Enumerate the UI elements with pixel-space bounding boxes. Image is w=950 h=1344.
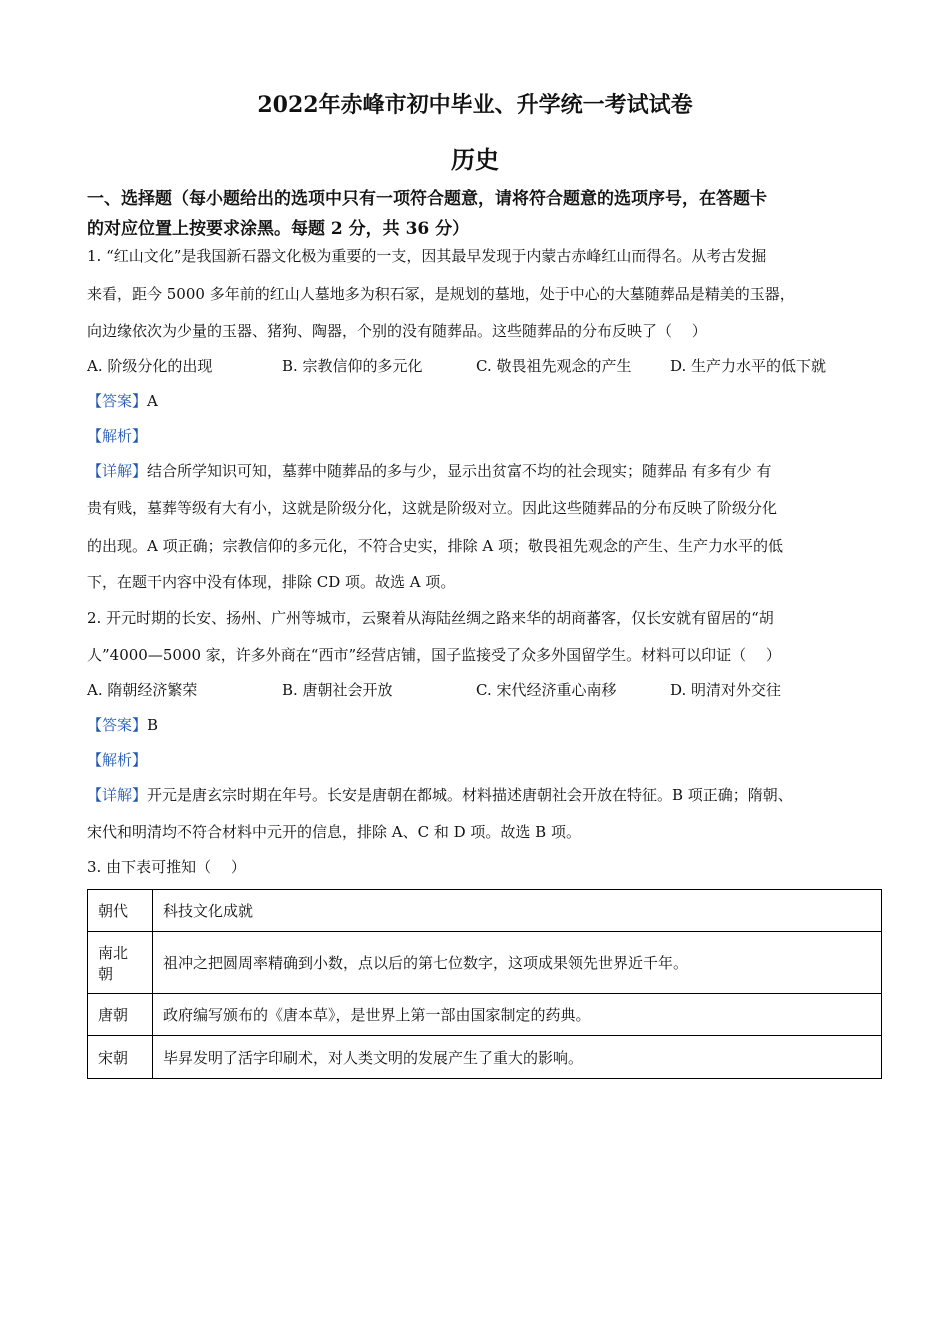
q2-detail-line-2: 宋代和明清均不符合材料中元开的信息，排除 A、C 和 D 项。故选 B 项。 [87, 823, 581, 841]
q1-detail-line-4: 下，在题干内容中没有体现，排除 CD 项。故选 A 项。 [87, 573, 456, 591]
table-cell-dynasty: 唐朝 [88, 994, 153, 1036]
q1-detail-line-1 [87, 461, 867, 481]
q2-stem-line-2: 人”4000—5000 家，许多外商在“西市”经营店铺，国子监接受了众多外国留学生。材料可以印证（ ） [87, 646, 781, 664]
section-heading-line-1: 一、选择题（每小题给出的选项中只有一项符合题意，请将符合题意的选项序号，在答题卡 [87, 189, 767, 209]
analysis-tag: 【解析】 [87, 751, 148, 769]
subject-title: 历史 [451, 145, 499, 174]
q1-answer [87, 391, 867, 411]
q2-option-d: D. 明清对外交往 [670, 681, 782, 699]
q2-analysis [87, 750, 867, 770]
detail-tag: 【详解】 [87, 462, 148, 480]
section-heading [87, 184, 867, 244]
q1-detail-line-2: 贵有贱，墓葬等级有大有小，这就是阶级分化，这就是阶级对立。因此这些随葬品的分布反映了阶级分化 [87, 499, 778, 517]
answer-value: B [147, 716, 159, 734]
q2-stem-line-1: 2. 开元时期的长安、扬州、广州等城市，云聚着从海陆丝绸之路来华的胡商蕃客，仅长安就有留居的“胡 [87, 609, 774, 627]
answer-value: A [147, 392, 158, 410]
q2-option-a: A. 隋朝经济繁荣 [87, 681, 198, 699]
q1-stem-line-1: 1. “红山文化”是我国新石器文化极为重要的一支，因其最早发现于内蒙古赤峰红山而得名。从考古发掘 [87, 247, 767, 265]
q1-option-c: C. 敬畏祖先观念的产生 [476, 357, 632, 375]
q2-answer [87, 715, 867, 735]
q1-stem-line-3: 向边缘依次为少量的玉器、猪狗、陶器，个别的没有随葬品。这些随葬品的分布反映了（ ） [87, 322, 707, 340]
table-row [88, 932, 882, 994]
table-cell-dynasty: 宋朝 [88, 1036, 153, 1079]
section-heading-line-2: 的对应位置上按要求涂黑。每题 2 分，共 36 分） [87, 219, 470, 239]
detail-tag: 【详解】 [87, 786, 148, 804]
table-header-row [88, 890, 882, 932]
table-cell-achievement: 祖冲之把圆周率精确到小数，点以后的第七位数字，这项成果领先世界近千年。 [153, 932, 882, 994]
q1-option-d: D. 生产力水平的低下就 [670, 357, 827, 375]
table-cell-dynasty: 南北朝 [88, 932, 153, 994]
table-row [88, 1036, 882, 1079]
detail-text: 结合所学知识可知，墓葬中随葬品的多与少，显示出贫富不均的社会现实；随葬品 有多有少 有 [147, 462, 772, 480]
q1-stem-line-2: 来看，距今 5000 多年前的红山人墓地多为积石冢，是规划的墓地，处于中心的大墓随葬品是精美的玉器， [87, 285, 795, 303]
q2-option-c: C. 宋代经济重心南移 [476, 681, 617, 699]
analysis-tag: 【解析】 [87, 427, 148, 445]
q3-table [87, 889, 882, 1079]
table-row [88, 994, 882, 1036]
q1-detail-line-3: 的出现。A 项正确；宗教信仰的多元化，不符合史实，排除 A 项；敬畏祖先观念的产生、生产力水平的低 [87, 537, 783, 555]
table-cell-achievement: 政府编写颁布的《唐本草》，是世界上第一部由国家制定的药典。 [153, 994, 882, 1036]
q2-detail-line-1 [87, 785, 867, 805]
exam-title: 2022年赤峰市初中毕业、升学统一考试试卷 [257, 92, 693, 118]
q2-option-b: B. 唐朝社会开放 [282, 681, 393, 699]
q1-analysis [87, 426, 867, 446]
q1-option-a: A. 阶级分化的出现 [87, 357, 213, 375]
q1-option-b: B. 宗教信仰的多元化 [282, 357, 423, 375]
answer-tag: 【答案】 [87, 392, 148, 410]
q3-stem: 3. 由下表可推知（ ） [87, 858, 246, 876]
table-header-cell: 朝代 [88, 890, 153, 932]
table-cell-achievement: 毕昇发明了活字印刷术，对人类文明的发展产生了重大的影响。 [153, 1036, 882, 1079]
table-header-cell: 科技文化成就 [153, 890, 882, 932]
answer-tag: 【答案】 [87, 716, 148, 734]
detail-text: 开元是唐玄宗时期在年号。长安是唐朝在都城。材料描述唐朝社会开放在特征。B 项正确；隋朝、 [147, 786, 793, 804]
